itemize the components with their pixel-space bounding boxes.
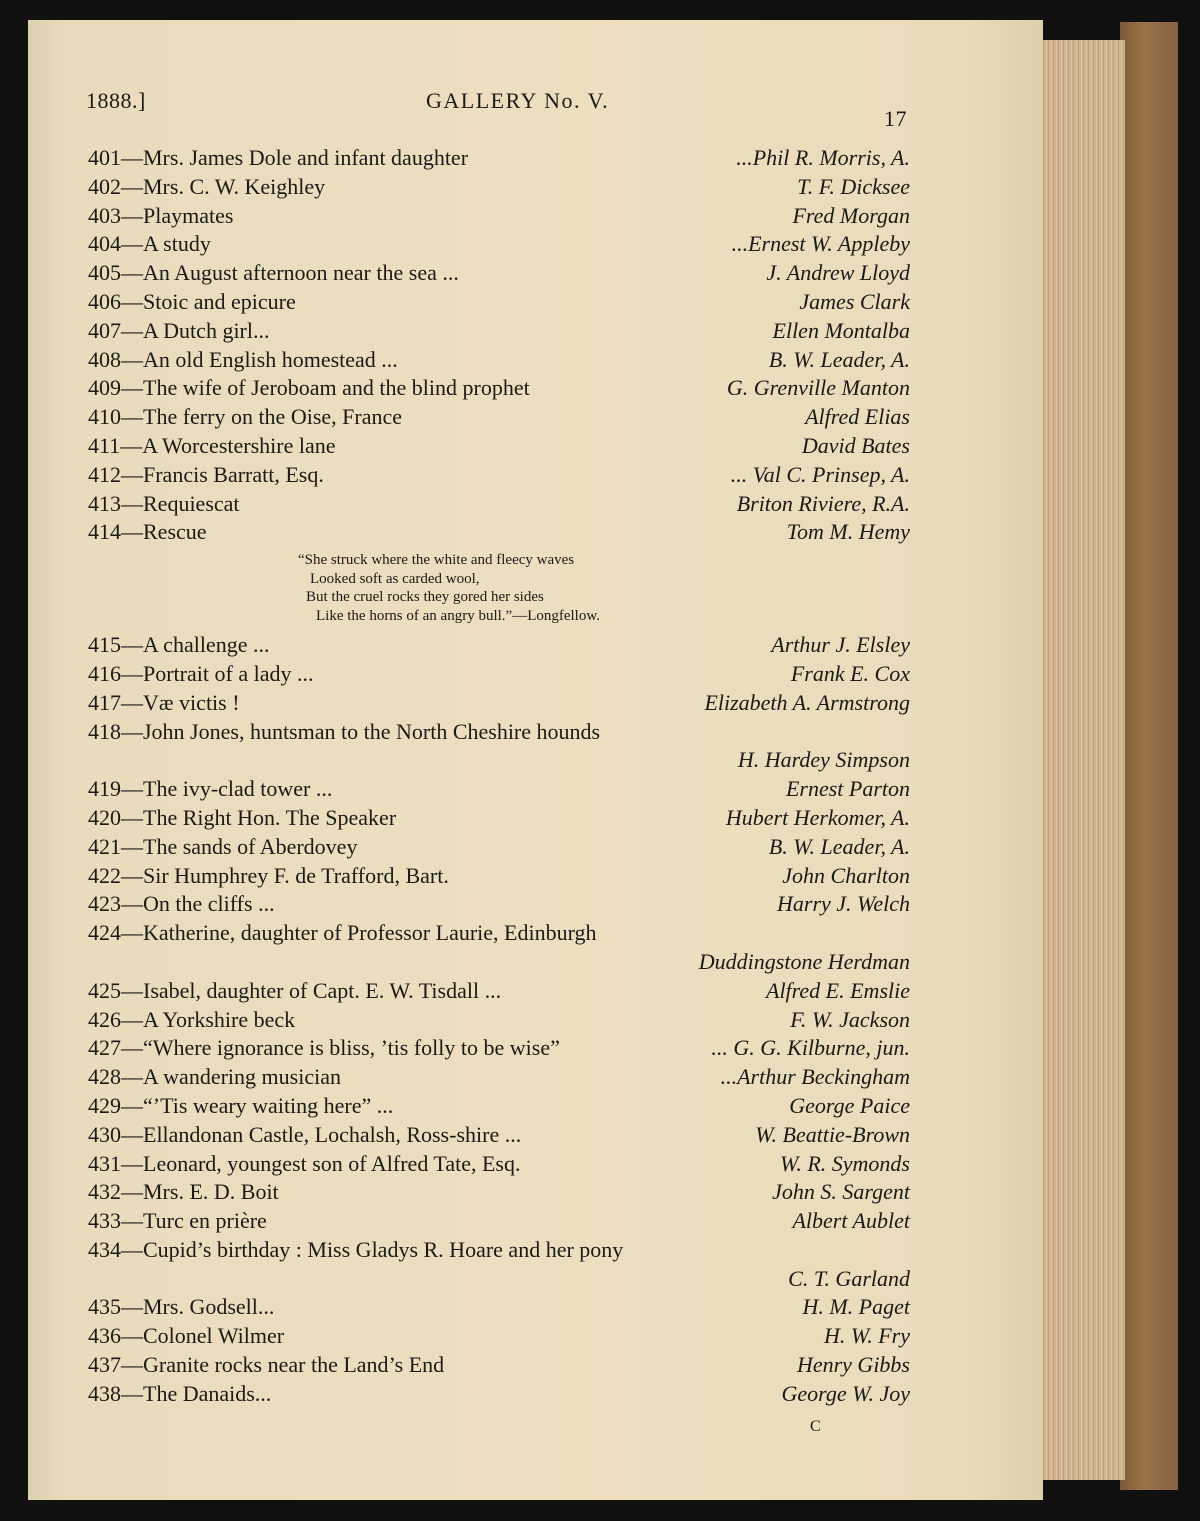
catalogue-entry xyxy=(88,202,910,231)
entry-dash: — xyxy=(121,1294,143,1320)
entry-title: Mrs. Godsell... xyxy=(143,1294,275,1320)
entry-artist: J. Andrew Lloyd xyxy=(766,260,910,286)
entry-title: An August afternoon near the sea ... xyxy=(143,260,459,286)
entry-title: Mrs. C. W. Keighley xyxy=(143,173,326,199)
entry-number: 431 xyxy=(88,1150,121,1176)
entry-dash: — xyxy=(121,977,143,1003)
catalogue-entry xyxy=(88,490,910,519)
entry-dash: — xyxy=(121,1208,143,1234)
entry-number: 427 xyxy=(88,1035,121,1061)
entry-title: On the cliffs ... xyxy=(143,891,275,917)
entry-number: 430 xyxy=(88,1121,121,1147)
entry-dash: — xyxy=(121,375,143,401)
entry-title: A challenge ... xyxy=(143,632,270,658)
entry-dash: — xyxy=(121,632,143,658)
catalogue-entry xyxy=(88,1380,910,1409)
entry-artist: Briton Riviere, R.A. xyxy=(736,490,910,516)
entry-artist: Harry J. Welch xyxy=(777,891,910,917)
entry-artist: Hubert Herkomer, A. xyxy=(725,804,910,830)
catalogue-entry xyxy=(88,833,910,862)
entry-dash: — xyxy=(121,862,143,888)
entry-title: “’Tis weary waiting here” ... xyxy=(143,1092,394,1118)
catalogue-entry xyxy=(88,718,910,747)
entry-title: “Where ignorance is bliss, ’tis folly to be wise” xyxy=(143,1035,560,1061)
catalogue-entry xyxy=(88,1063,910,1092)
entry-artist: ...Phil R. Morris, A. xyxy=(736,145,910,170)
catalogue-entry xyxy=(88,1178,910,1207)
entry-artist: John Charlton xyxy=(782,862,910,888)
catalogue-entry xyxy=(88,1207,910,1236)
entry-number: 420 xyxy=(88,804,121,830)
catalogue-entry xyxy=(88,1236,910,1265)
entry-dash: — xyxy=(121,1352,143,1378)
entry-dash: — xyxy=(121,891,143,917)
entry-dash: — xyxy=(121,461,143,487)
catalogue-entry xyxy=(88,432,910,461)
entry-artist: Henry Gibbs xyxy=(796,1352,910,1378)
entry-title: Granite rocks near the Land’s End xyxy=(143,1352,445,1378)
catalogue-entry xyxy=(88,1351,910,1380)
catalogue-entry xyxy=(88,775,910,804)
entry-artist: B. W. Leader, A. xyxy=(768,346,910,372)
entry-title: Playmates xyxy=(143,202,234,228)
entry-dash: — xyxy=(121,1121,143,1147)
entry-number: 428 xyxy=(88,1064,121,1090)
entry-dash: — xyxy=(121,920,143,946)
entry-dash: — xyxy=(121,490,143,516)
entry-dash: — xyxy=(121,145,143,170)
entry-dash: — xyxy=(121,1323,143,1349)
quote-line: Looked soft as carded wool, xyxy=(310,570,480,587)
entry-number: 410 xyxy=(88,404,121,430)
catalogue-entry xyxy=(88,1150,910,1179)
entry-artist: George Paice xyxy=(789,1092,910,1118)
signature-mark: C xyxy=(810,1418,821,1435)
entry-number: 403 xyxy=(88,202,121,228)
entry-title: A Yorkshire beck xyxy=(143,1006,296,1032)
entry-title: The Right Hon. The Speaker xyxy=(143,804,397,830)
entry-dash: — xyxy=(121,833,143,859)
entry-dash: — xyxy=(121,776,143,802)
entry-title: Rescue xyxy=(143,519,207,545)
catalogue-entry xyxy=(88,346,910,375)
entry-title: A Dutch girl... xyxy=(143,317,270,343)
entry-title: Katherine, daughter of Professor Laurie, Edinburgh xyxy=(143,920,597,946)
entry-artist: Alfred E. Emslie xyxy=(766,977,910,1003)
entry-number: 436 xyxy=(88,1323,121,1349)
entry-artist: Elizabeth A. Armstrong xyxy=(704,689,910,715)
catalogue-block-2 xyxy=(88,631,910,1409)
entry-title: The Danaids... xyxy=(143,1380,272,1406)
entry-artist: Albert Aublet xyxy=(792,1208,910,1234)
catalogue-entry xyxy=(88,1293,910,1322)
catalogue-entry xyxy=(88,403,910,432)
catalogue-list xyxy=(88,144,910,1409)
entry-dash: — xyxy=(121,689,143,715)
entry-number: 406 xyxy=(88,288,121,314)
entry-dash: — xyxy=(121,1006,143,1032)
entry-artist: ...Ernest W. Appleby xyxy=(731,231,910,257)
entry-dash: — xyxy=(121,1150,143,1176)
entry-number: 438 xyxy=(88,1380,121,1406)
entry-artist: C. T. Garland xyxy=(788,1265,910,1291)
entry-number: 418 xyxy=(88,718,121,744)
entry-number: 437 xyxy=(88,1352,121,1378)
entry-number: 409 xyxy=(88,375,121,401)
entry-number: 401 xyxy=(88,145,121,170)
entry-number: 433 xyxy=(88,1208,121,1234)
quote-line: Like the horns of an angry bull.”—Longfellow. xyxy=(316,607,600,624)
entry-title: Leonard, youngest son of Alfred Tate, Esq. xyxy=(143,1150,521,1176)
entry-dash: — xyxy=(121,173,143,199)
entry-title: A wandering musician xyxy=(143,1064,341,1090)
entry-dash: — xyxy=(121,346,143,372)
entry-number: 411 xyxy=(88,432,121,458)
entry-title: A study xyxy=(143,231,211,257)
catalogue-entry xyxy=(88,374,910,403)
entry-dash: — xyxy=(121,202,143,228)
entry-dash: — xyxy=(121,519,143,545)
catalogue-entry xyxy=(88,1034,910,1063)
entry-title: Cupid’s birthday : Miss Gladys R. Hoare and her pony xyxy=(143,1236,624,1262)
entry-artist: David Bates xyxy=(801,432,910,458)
entry-title: An old English homestead ... xyxy=(143,346,398,372)
entry-artist: Alfred Elias xyxy=(805,404,910,430)
catalogue-entry xyxy=(88,1322,910,1351)
entry-title: Turc en prière xyxy=(143,1208,267,1234)
entry-dash: — xyxy=(121,1380,143,1406)
entry-dash: — xyxy=(121,231,143,257)
catalogue-entry xyxy=(88,317,910,346)
quote-line: But the cruel rocks they gored her sides xyxy=(306,589,544,606)
entry-artist: ... Val C. Prinsep, A. xyxy=(730,461,910,487)
entry-number: 404 xyxy=(88,231,121,257)
entry-dash: — xyxy=(121,1035,143,1061)
catalogue-entry xyxy=(88,518,910,547)
entry-number: 424 xyxy=(88,920,121,946)
catalogue-entry xyxy=(88,1121,910,1150)
entry-title: Portrait of a lady ... xyxy=(143,660,314,686)
catalogue-entry xyxy=(88,144,910,173)
quotation xyxy=(88,551,910,625)
catalogue-entry xyxy=(88,173,910,202)
catalogue-entry xyxy=(88,230,910,259)
entry-dash: — xyxy=(120,432,143,458)
catalogue-entry xyxy=(88,660,910,689)
quote-line: “She struck where the white and fleecy waves xyxy=(298,552,575,569)
entry-artist: Ernest Parton xyxy=(785,776,910,802)
entry-artist: Frank E. Cox xyxy=(790,660,910,686)
catalogue-entry xyxy=(88,461,910,490)
entry-title: Mrs. James Dole and infant daughter xyxy=(143,145,469,170)
entry-artist: H. Hardey Simpson xyxy=(737,747,910,773)
entry-dash: — xyxy=(121,1179,143,1205)
entry-number: 425 xyxy=(88,977,121,1003)
entry-artist: George W. Joy xyxy=(781,1380,910,1406)
entry-number: 423 xyxy=(88,891,121,917)
entry-number: 422 xyxy=(88,862,121,888)
entry-number: 426 xyxy=(88,1006,121,1032)
entry-artist: W. Beattie-Brown xyxy=(755,1121,910,1147)
entry-artist: John S. Sargent xyxy=(772,1179,910,1205)
entry-number: 415 xyxy=(88,632,121,658)
entry-title: Mrs. E. D. Boit xyxy=(143,1179,279,1205)
entry-dash: — xyxy=(121,260,143,286)
entry-number: 408 xyxy=(88,346,121,372)
entry-number: 407 xyxy=(88,317,121,343)
entry-artist: Arthur J. Elsley xyxy=(771,632,910,658)
entry-dash: — xyxy=(121,804,143,830)
catalogue-entry xyxy=(88,288,910,317)
entry-artist: Duddingstone Herdman xyxy=(698,948,910,974)
entry-title: Isabel, daughter of Capt. E. W. Tisdall ... xyxy=(143,977,502,1003)
entry-artist: H. M. Paget xyxy=(802,1294,910,1320)
catalogue-entry xyxy=(88,689,910,718)
entry-number: 421 xyxy=(88,833,121,859)
header-year: 1888.] xyxy=(86,88,146,113)
entry-title: Ellandonan Castle, Lochalsh, Ross-shire ... xyxy=(143,1121,522,1147)
entry-artist: ...Arthur Beckingham xyxy=(720,1064,910,1090)
page-edges xyxy=(1040,40,1125,1480)
entry-number: 414 xyxy=(88,519,121,545)
entry-title: Sir Humphrey F. de Trafford, Bart. xyxy=(143,862,449,888)
entry-dash: — xyxy=(121,1092,143,1118)
entry-artist: Fred Morgan xyxy=(792,202,910,228)
entry-title: Væ victis ! xyxy=(143,689,240,715)
entry-number: 413 xyxy=(88,490,121,516)
entry-number: 432 xyxy=(88,1179,121,1205)
entry-number: 405 xyxy=(88,260,121,286)
catalogue-entry xyxy=(88,890,910,919)
entry-number: 435 xyxy=(88,1294,121,1320)
header-gallery-title: GALLERY No. V. xyxy=(426,88,610,113)
entry-dash: — xyxy=(121,660,143,686)
entry-artist: Tom M. Hemy xyxy=(786,519,910,545)
catalogue-entry xyxy=(88,1092,910,1121)
entry-number: 412 xyxy=(88,461,121,487)
entry-artist: G. Grenville Manton xyxy=(726,375,910,401)
entry-artist: W. R. Symonds xyxy=(780,1150,910,1176)
book-page xyxy=(28,20,1043,1500)
entry-title: Stoic and epicure xyxy=(143,288,296,314)
entry-number: 402 xyxy=(88,173,121,199)
catalogue-entry xyxy=(88,919,910,948)
artist-line xyxy=(88,1265,910,1294)
catalogue-entry xyxy=(88,1006,910,1035)
catalogue-block-1 xyxy=(88,144,910,547)
entry-title: Francis Barratt, Esq. xyxy=(143,461,324,487)
entry-title: The wife of Jeroboam and the blind prophet xyxy=(143,375,530,401)
entry-dash: — xyxy=(121,1236,143,1262)
artist-line xyxy=(88,948,910,977)
page-number: 17 xyxy=(884,106,907,131)
entry-artist: H. W. Fry xyxy=(824,1323,910,1349)
entry-number: 419 xyxy=(88,776,121,802)
entry-title: A Worcestershire lane xyxy=(142,432,336,458)
entry-title: Colonel Wilmer xyxy=(143,1323,285,1349)
entry-dash: — xyxy=(121,317,143,343)
entry-dash: — xyxy=(121,718,143,744)
catalogue-entry xyxy=(88,977,910,1006)
entry-title: John Jones, huntsman to the North Cheshire hounds xyxy=(143,718,601,744)
catalogue-entry xyxy=(88,804,910,833)
catalogue-entry xyxy=(88,862,910,891)
catalogue-entry xyxy=(88,631,910,660)
entry-title: Requiescat xyxy=(143,490,240,516)
book-cover-edge xyxy=(1120,22,1178,1490)
entry-number: 429 xyxy=(88,1092,121,1118)
entry-dash: — xyxy=(121,1064,143,1090)
entry-artist: ... G. G. Kilburne, jun. xyxy=(711,1035,910,1061)
artist-line xyxy=(88,746,910,775)
catalogue-entry xyxy=(88,259,910,288)
entry-artist: B. W. Leader, A. xyxy=(768,833,910,859)
entry-number: 416 xyxy=(88,660,121,686)
entry-number: 417 xyxy=(88,689,121,715)
entry-dash: — xyxy=(121,288,143,314)
entry-artist: Ellen Montalba xyxy=(772,317,910,343)
entry-artist: T. F. Dicksee xyxy=(797,173,910,199)
entry-artist: James Clark xyxy=(799,288,910,314)
entry-number: 434 xyxy=(88,1236,121,1262)
entry-title: The sands of Aberdovey xyxy=(143,833,358,859)
entry-dash: — xyxy=(121,404,143,430)
entry-title: The ivy-clad tower ... xyxy=(143,776,333,802)
entry-artist: F. W. Jackson xyxy=(790,1006,910,1032)
entry-title: The ferry on the Oise, France xyxy=(143,404,403,430)
